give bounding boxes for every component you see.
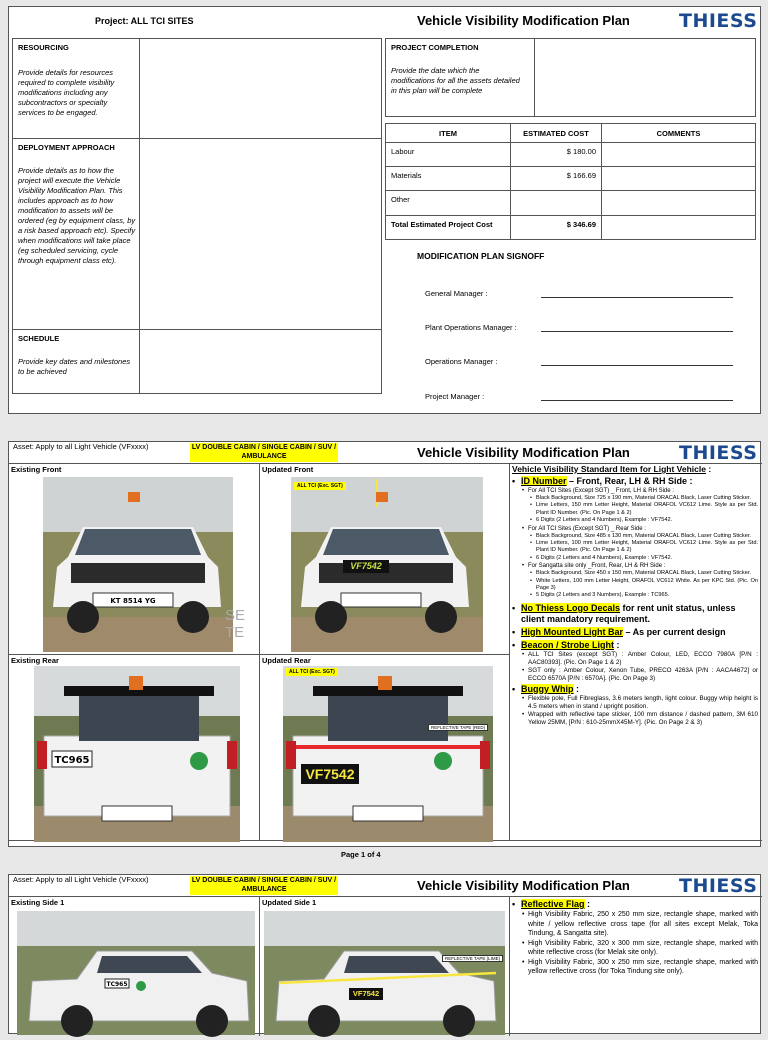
beacon-spec-label: Beacon / Strobe Light	[521, 639, 615, 650]
resourcing-label-cell	[12, 38, 140, 139]
beacon-detail: • ALL TCI Sites (except SGT) : Amber Colour, LED, ECCO 7980A [P/N : AAC80393]. (Pic. On Page 1 & 2)	[512, 651, 758, 667]
completion-label: PROJECT COMPLETION	[391, 43, 479, 52]
spec-items	[512, 476, 758, 727]
existing-front-title: Existing Front	[11, 465, 62, 474]
reflective-tape-tag: REFLECTIVE TAPE (RED)	[428, 724, 488, 731]
buggy-whip-detail: • Wrapped with reflective tape sticker, 100 mm distance / dashed pattern, 3M 610 Yellow 25MM, [P/N : 610-25mmX45M-Y]. (Pic. On Page 2 & 3)	[512, 711, 758, 727]
reflective-flag-detail: • High Visibility Fabric, 300 x 250 mm size, rectangle shape, marked with yellow reflective cross (for Toka Tindung site only).	[512, 958, 758, 977]
cost-item-cell: Other	[385, 190, 511, 216]
flag-spec-items	[512, 899, 758, 977]
updated-side-title: Updated Side 1	[262, 898, 317, 907]
cost-table-header: COMMENTS	[601, 123, 756, 143]
buggy-whip-detail: • Flexible pole, Full Fibreglass, 3.6 meters length, light colour. Buggy whip height is 4.5 meters when in stand / upright position.	[512, 695, 758, 711]
reflective-flag-detail: • High Visibility Fabric, 320 x 300 mm size, rectangle shape, marked with white reflective cross (for Melak site only).	[512, 939, 758, 958]
watermark: SE TE	[225, 607, 246, 641]
id-number-detail: • Black Background, Size 450 x 150 mm, Material ORACAL Black, Laser Cutting Sticker.	[512, 570, 758, 577]
updated-rear-title: Updated Rear	[262, 656, 311, 665]
no-logo-spec	[512, 603, 758, 625]
col-divider-1	[259, 463, 260, 840]
light-bar-spec	[512, 627, 758, 638]
page-number: Page 1 of 4	[341, 850, 381, 859]
signature-line[interactable]	[541, 297, 733, 298]
side-id-number-sticker: VF7542	[349, 988, 383, 1000]
thiess-logo: THIESS	[679, 875, 758, 897]
schedule-desc: Provide key dates and milestones to be achieved	[18, 357, 131, 376]
cost-comment-cell[interactable]	[601, 190, 756, 216]
completion-value-cell[interactable]	[534, 38, 756, 117]
light-bar-spec-rest: – As per current design	[622, 626, 726, 637]
cost-value-cell: $ 180.00	[510, 142, 602, 167]
cost-comment-cell[interactable]	[601, 215, 756, 240]
existing-side-photo	[17, 911, 255, 1035]
updated-front-title: Updated Front	[262, 465, 314, 474]
existing-rear-photo	[34, 666, 240, 842]
updated-rear-photo	[283, 666, 493, 842]
front-rear-page	[8, 441, 761, 847]
resourcing-label: RESOURCING	[18, 43, 69, 52]
existing-front-photo	[43, 477, 246, 652]
id-number-group: • For All TCI Sites (Except SGT) _ Rear Side :	[512, 525, 758, 533]
signature-line[interactable]	[541, 365, 733, 366]
spec-panel	[512, 464, 758, 727]
plan-summary-page	[8, 6, 761, 414]
signoff-role: Operations Manager :	[425, 357, 498, 366]
cost-value-cell: $ 346.69	[510, 215, 602, 240]
cost-item-cell: Labour	[385, 142, 511, 167]
vehicle-type-tag: LV DOUBLE CABIN / SINGLE CABIN / SUV / AMBULANCE	[191, 877, 337, 893]
col-divider-1	[259, 896, 260, 1036]
buggy-whip-spec-rest: :	[573, 683, 579, 694]
header-divider	[9, 896, 762, 897]
side-page	[8, 874, 761, 1034]
deployment-desc: Provide details as to how the project will execute the Vehicle Visibility Modification Plan. This includes approach as to how modification to assets will be ordered (eg by equipment class, by a risk based approach etc). Specify when modifications will take place (eg scheduled servicing, cycle through equipment class etc).	[18, 166, 136, 265]
col-divider-2	[509, 896, 510, 1036]
rear-id-number-sticker: VF7542	[301, 764, 359, 784]
cost-value-cell: $ 166.69	[510, 166, 602, 191]
signature-line[interactable]	[541, 331, 733, 332]
id-number-group: • For Sangatta site only _Front, Rear, LH & RH Side :	[512, 562, 758, 570]
deployment-label-cell	[12, 138, 140, 330]
existing-side-number: TC965	[106, 981, 128, 988]
deployment-value-cell[interactable]	[139, 138, 382, 330]
thiess-logo: THIESS	[679, 442, 758, 464]
beacon-spec	[512, 640, 758, 651]
reflective-flag-detail: • High Visibility Fabric, 250 x 250 mm size, rectangle shape, marked with white / yellow reflective cross tape (for all sites except Melak, Toka Tindung, & Sangatta site).	[512, 910, 758, 939]
updated-front-photo	[291, 477, 483, 652]
signoff-title: MODIFICATION PLAN SIGNOFF	[417, 251, 545, 261]
vehicle-type-tag: LV DOUBLE CABIN / SINGLE CABIN / SUV / AMBULANCE	[191, 444, 337, 460]
existing-rear-title: Existing Rear	[11, 656, 59, 665]
cost-item-cell: Total Estimated Project Cost	[385, 215, 511, 240]
row-divider	[9, 654, 509, 655]
id-number-spec	[512, 476, 758, 487]
reflective-flag-spec	[512, 899, 758, 910]
buggy-whip-spec	[512, 684, 758, 695]
asset-label: Asset: Apply to all Light Vehicle (VFxxxx)	[13, 442, 149, 451]
light-bar-spec-label: High Mounted Light Bar	[521, 626, 623, 637]
id-number-detail: • Black Background, Size 485 x 130 mm, Material ORACAL Black, Laser Cutting Sticker.	[512, 533, 758, 540]
rear-site-tag: ALL TCI (Exc. SGT)	[286, 668, 338, 676]
schedule-value-cell[interactable]	[139, 329, 382, 394]
deployment-label: DEPLOYMENT APPROACH	[18, 143, 115, 152]
page-title: Vehicle Visibility Modification Plan	[417, 13, 630, 28]
existing-side-title: Existing Side 1	[11, 898, 65, 907]
col-divider-2	[509, 463, 510, 840]
resourcing-value-cell[interactable]	[139, 38, 382, 139]
front-site-tag: ALL TCI (Exc. SGT)	[294, 482, 346, 490]
signoff-role: General Manager :	[425, 289, 488, 298]
asset-label: Asset: Apply to all Light Vehicle (VFxxxx)	[13, 875, 149, 884]
signoff-role: Plant Operations Manager :	[425, 323, 517, 332]
beacon-detail: • SGT only : Amber Colour, Xenon Tube, PRECO 4263A [P/N : AACA4672] or ECCO 6570A [P/N : 6570A]. (Pic. On Page 3)	[512, 667, 758, 683]
schedule-label: SCHEDULE	[18, 334, 60, 343]
completion-desc: Provide the date which the modifications for all the assets detailed in this plan will be complete	[391, 66, 520, 95]
spec-heading: Vehicle Visibility Standard Item for Light Vehicle :	[512, 464, 712, 474]
beacon-spec-rest: :	[614, 639, 620, 650]
plate-text: KT 8514 YG	[110, 597, 156, 605]
resourcing-desc: Provide details for resources required to complete visibility modifications including any subcontractors or specialty services to be engaged.	[18, 68, 115, 117]
cost-value-cell	[510, 190, 602, 216]
id-number-detail: • 6 Digits (2 Letters and 4 Numbers), Example : VF7542.	[512, 555, 758, 562]
cost-comment-cell[interactable]	[601, 142, 756, 167]
cost-table-header: ESTIMATED COST	[510, 123, 602, 143]
page-title: Vehicle Visibility Modification Plan	[417, 878, 630, 893]
id-number-detail: • 6 Digits (2 Letters and 4 Numbers), Example : VF7542.	[512, 517, 758, 524]
thiess-logo: THIESS	[679, 10, 758, 32]
id-number-detail: • Lime Letters, 150 mm Letter Height, Material ORAFOL VC612 Lime. Style as per Std. Plant ID Number. (Pic. On Page 1 & 2)	[512, 502, 758, 517]
cost-comment-cell[interactable]	[601, 166, 756, 191]
id-number-detail: • White Letters, 100 mm Letter Height, ORAFOL VC612 White. As per KPC Std. (Pic. On Page 3)	[512, 578, 758, 593]
id-number-sticker: VF7542	[343, 560, 389, 573]
id-number-detail: • 5 Digits (2 Letters and 3 Numbers), Example : TC965.	[512, 592, 758, 599]
id-number-group: • For All TCI Sites (Except SGT) _ Front, LH & RH Side :	[512, 487, 758, 495]
no-logo-spec-rest: for rent unit status, unless client mandatory requirement.	[521, 602, 736, 624]
flag-spec-panel	[512, 899, 758, 977]
page-title: Vehicle Visibility Modification Plan	[417, 445, 630, 460]
reflective-flag-rest: :	[584, 899, 591, 909]
completion-label-cell	[385, 38, 535, 117]
id-number-detail: • Lime Letters, 100 mm Letter Height, Material ORAFOL VC612 Lime. Style as per Std. Plant ID Number. (Pic. On Page 1 & 2)	[512, 540, 758, 555]
no-logo-spec-label: No Thiess Logo Decals	[521, 602, 621, 613]
id-number-spec-label: ID Number	[521, 476, 567, 486]
project-name: Project: ALL TCI SITES	[95, 16, 194, 26]
updated-side-photo	[264, 911, 505, 1035]
buggy-whip-spec-label: Buggy Whip	[521, 683, 574, 694]
schedule-label-cell	[12, 329, 140, 394]
existing-rear-number: TC965	[54, 755, 90, 766]
id-number-detail: • Black Background, Size 725 x 190 mm, Material ORACAL Black, Laser Cutting Sticker.	[512, 495, 758, 502]
reflective-tape-tag: REFLECTIVE TAPE (LIME)	[442, 955, 503, 962]
id-number-spec-rest: – Front, Rear, LH & RH Side :	[566, 476, 693, 486]
cost-table-header: ITEM	[385, 123, 511, 143]
reflective-flag-label: Reflective Flag	[521, 899, 585, 909]
cost-item-cell: Materials	[385, 166, 511, 191]
signature-line[interactable]	[541, 400, 733, 401]
signoff-role: Project Manager :	[425, 392, 485, 401]
